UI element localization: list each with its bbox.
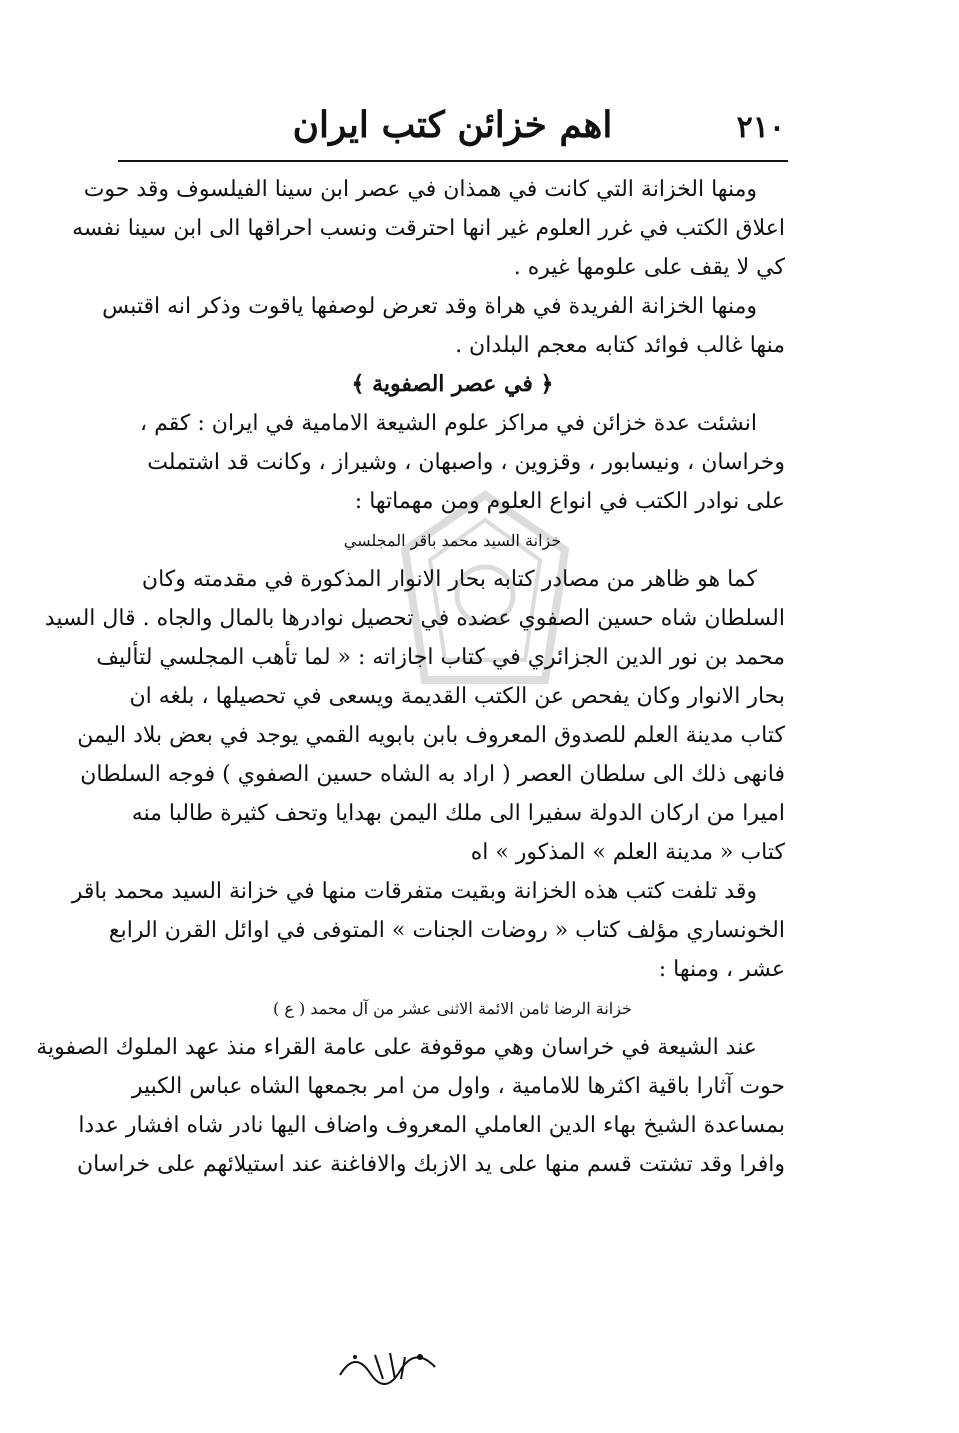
text-line: السلطان شاه حسين الصفوي عضده في تحصيل نوادرها بالمال والجاه . قال السيد — [44, 606, 785, 631]
text-line: وافرا وقد تشتت قسم منها على يد الازبك والافاغنة عند استيلائهم على خراسان — [76, 1152, 785, 1177]
text-line: كتاب مدينة العلم للصدوق المعروف بابن بابويه القمي يوجد في بعض بلاد اليمن — [77, 723, 785, 748]
text-line: كي لا يقف على علومها غيره . — [513, 255, 785, 280]
text-line: انشئت عدة خزائن في مراكز علوم الشيعة الامامية في ايران : كقم ، — [140, 411, 757, 436]
text-line: فانهى ذلك الى سلطان العصر ( اراد به الشاه حسين الصفوي ) فوجه السلطان — [80, 762, 785, 787]
page-body — [36, 170, 785, 1184]
header-rule — [118, 160, 788, 162]
text-line: بحار الانوار وكان يفحص عن الكتب القديمة ويسعى في تحصيلها ، بلغه ان — [129, 684, 785, 709]
text-line: محمد بن نور الدين الجزائري في كتاب اجازاته : « لما تأهب المجلسي لتأليف — [96, 645, 785, 670]
text-line: حوت آثارا باقية اكثرها للامامية ، واول من امر بجمعها الشاه عباس الكبير — [131, 1074, 785, 1099]
text-line: عند الشيعة في خراسان وهي موقوفة على عامة القراء منذ عهد الملوك الصفوية — [36, 1035, 757, 1060]
page-header — [120, 104, 785, 154]
text-line: على نوادر الكتب في انواع العلوم ومن مهماتها : — [354, 489, 785, 514]
section-heading: ﴿ في عصر الصفوية ﴾ — [351, 371, 554, 397]
text-line: بمساعدة الشيخ بهاء الدين العاملي المعروف واضاف اليها نادر شاه افشار عددا — [78, 1113, 785, 1138]
text-line: اعلاق الكتب في غرر العلوم غير انها احترقت ونسب احراقها الى ابن سينا نفسه — [72, 216, 785, 241]
text-line: منها غالب فوائد كتابه معجم البلدان . — [455, 333, 785, 358]
page-number: ٢١٠ — [736, 110, 785, 145]
running-title: اهم خزائن كتب ايران — [292, 104, 613, 146]
text-line: ومنها الخزانة الفريدة في هراة وقد تعرض لوصفها ياقوت وذكر انه اقتبس — [102, 294, 757, 319]
decorative-ornament-icon — [335, 1345, 445, 1385]
text-line: كتاب « مدينة العلم » المذكور » اه — [470, 840, 785, 865]
text-line: وخراسان ، ونيسابور ، وقزوين ، واصبهان ، وشيراز ، وكانت قد اشتملت — [147, 450, 785, 475]
text-line: وقد تلفت كتب هذه الخزانة وبقيت متفرقات منها في خزانة السيد محمد باقر — [71, 879, 757, 904]
text-line: ومنها الخزانة التي كانت في همذان في عصر ابن سينا الفيلسوف وقد حوت — [83, 177, 757, 202]
text-line: عشر ، ومنها : — [658, 957, 785, 982]
library-subheading: خزانة السيد محمد باقر المجلسي — [343, 531, 562, 550]
library-subheading: خزانة الرضا ثامن الائمة الاثنى عشر من آل محمد ( ع ) — [273, 999, 632, 1018]
text-line: كما هو ظاهر من مصادر كتابه بحار الانوار المذكورة في مقدمته وكان — [141, 567, 757, 592]
text-line: الخونساري مؤلف كتاب « روضات الجنات » المتوفى في اوائل القرن الرابع — [108, 918, 785, 943]
text-line: اميرا من اركان الدولة سفيرا الى ملك اليمن بهدايا وتحف كثيرة طالبا منه — [131, 801, 785, 826]
